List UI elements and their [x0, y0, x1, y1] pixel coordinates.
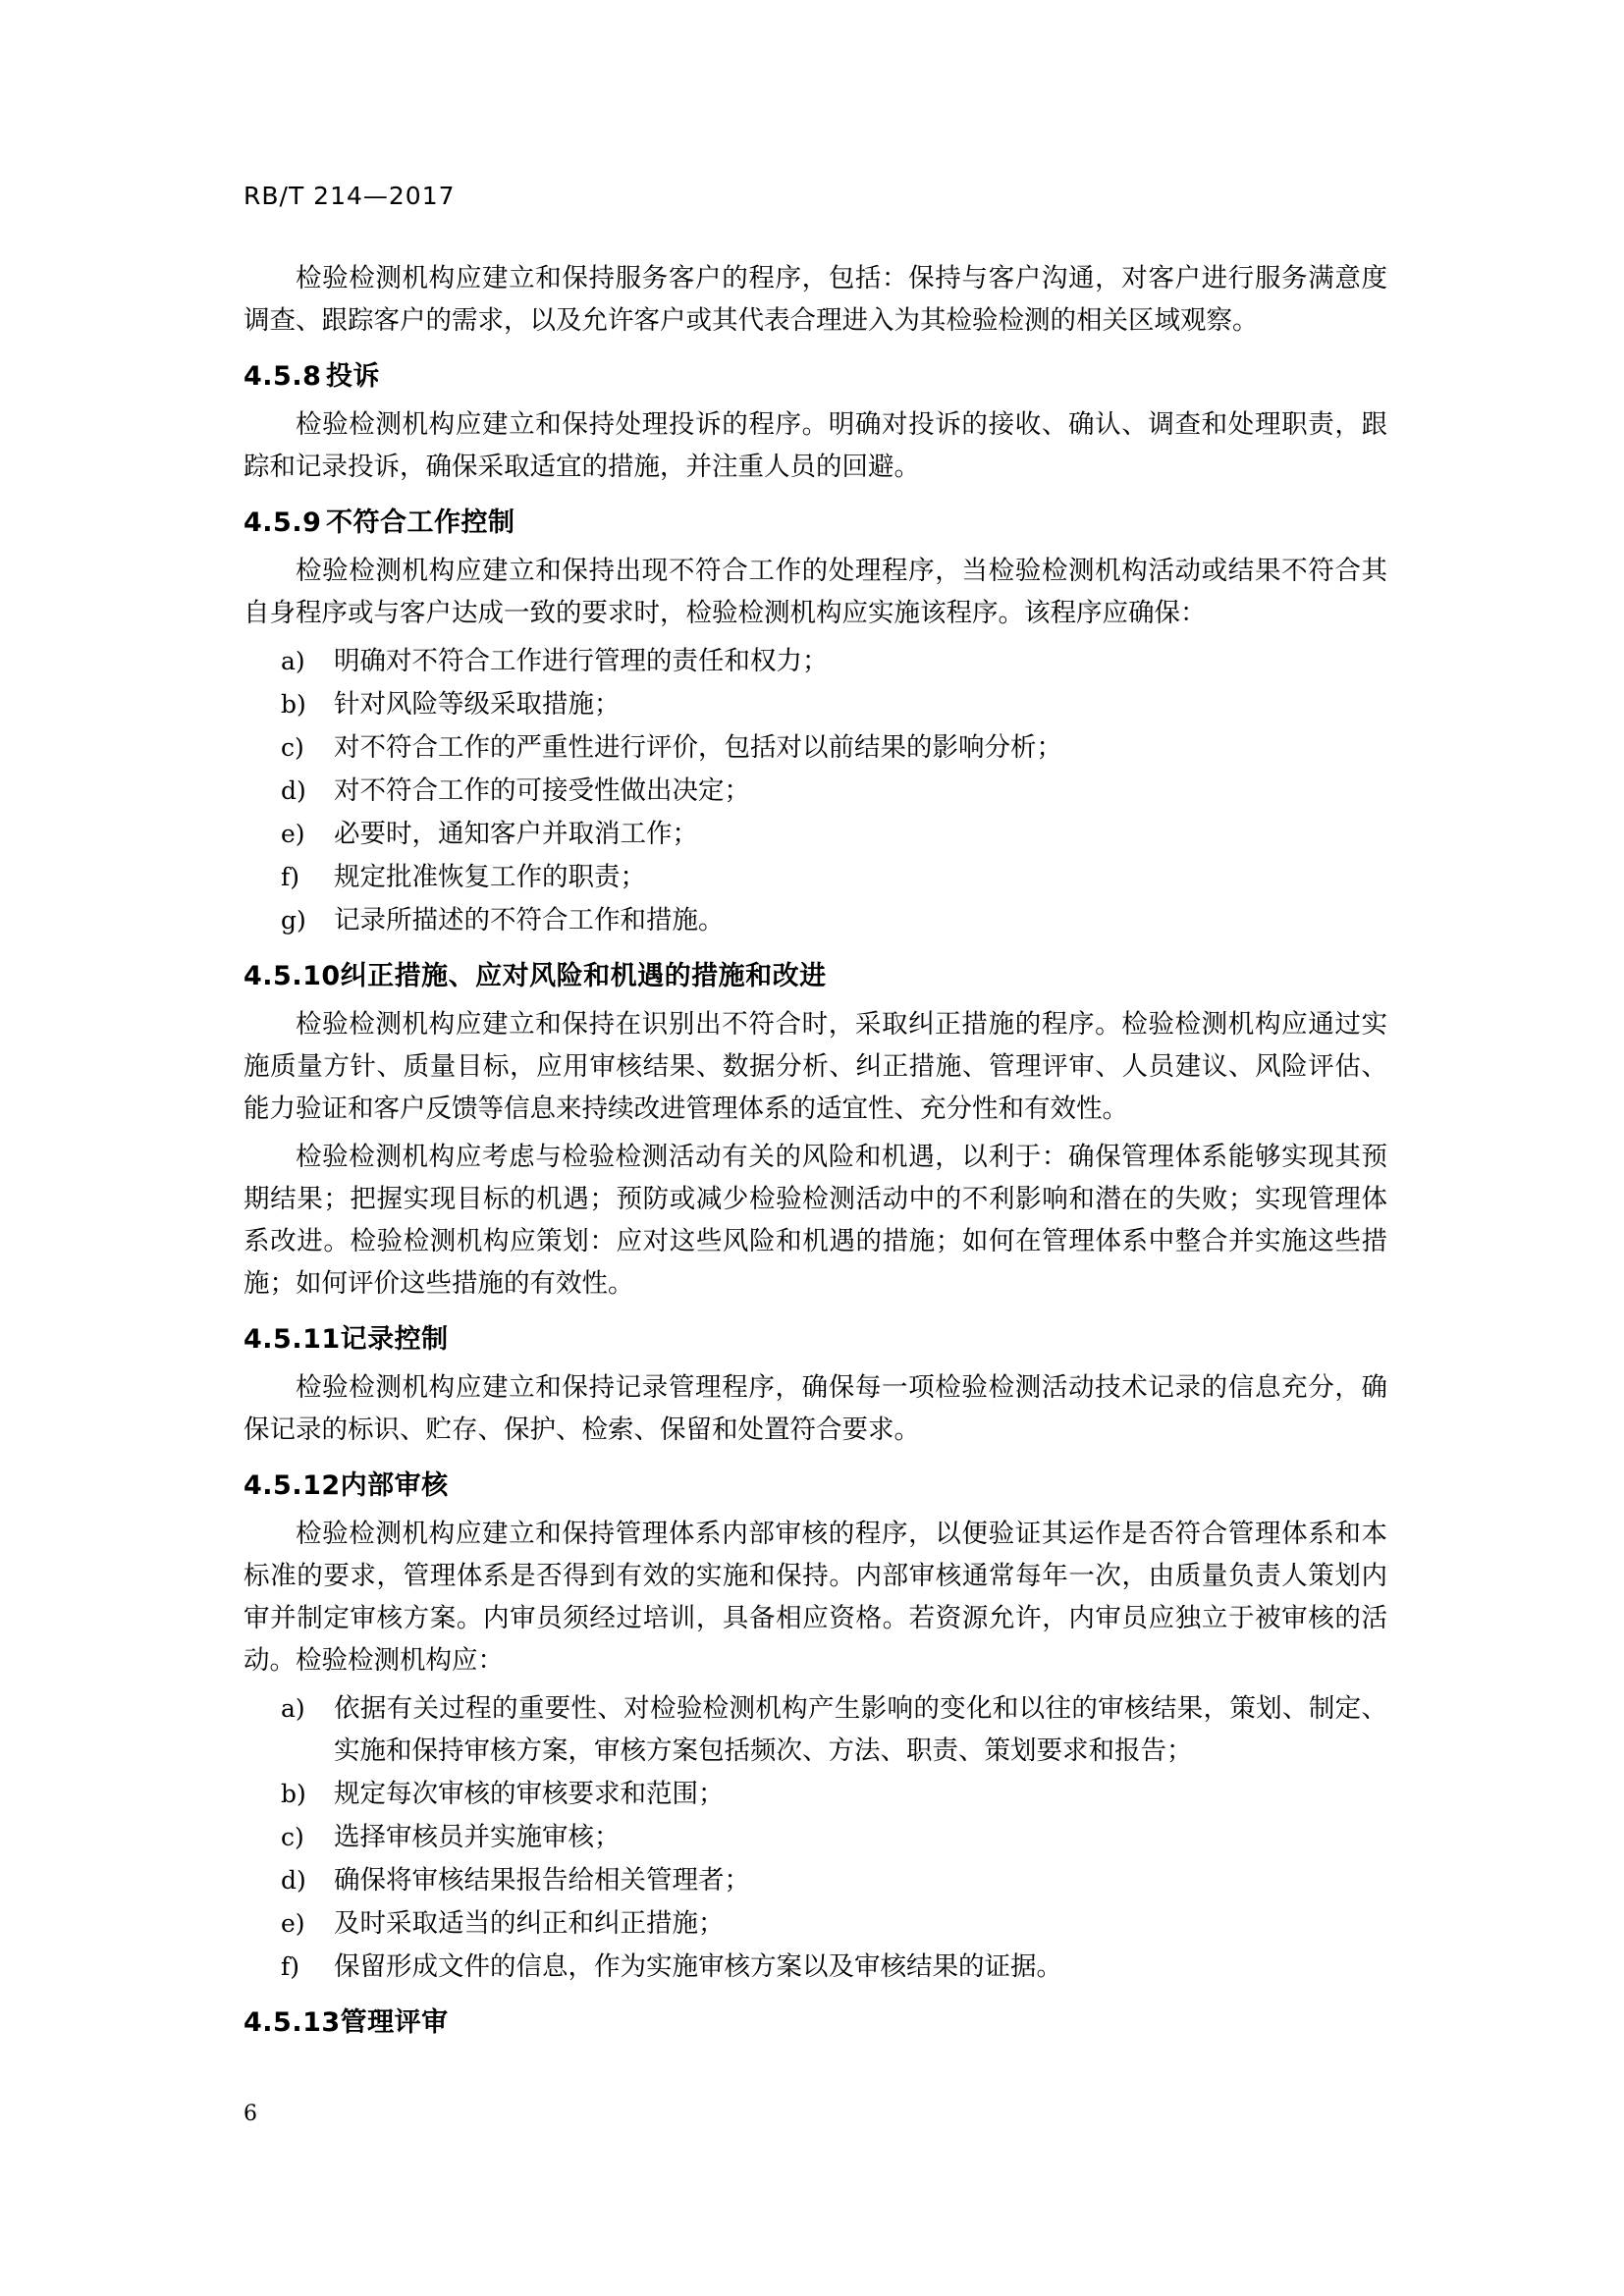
- list-item: [244, 640, 1387, 682]
- paragraph: 检验检测机构应建立和保持服务客户的程序，包括：保持与客户沟通，对客户进行服务满意度调查、跟踪客户的需求，以及允许客户或其代表合理进入为其检验检测的相关区域观察。: [244, 263, 1387, 336]
- list-item-text: 规定每次审核的审核要求和范围；: [334, 1779, 725, 1809]
- section-title: 记录控制: [340, 1324, 449, 1355]
- paragraph: 检验检测机构应考虑与检验检测活动有关的风险和机遇，以利于：确保管理体系能够实现其预期结果；把握实现目标的机遇；预防或减少检验检测活动中的不利影响和潜在的失败；实现管理体系改进。检验检测机构应策划：应对这些风险和机遇的措施；如何在管理体系中整合并实施这些措施；如何评价这些措施的有效性。: [244, 1142, 1387, 1299]
- list-marker: a): [281, 1694, 305, 1723]
- list-item-text: 规定批准恢复工作的职责；: [334, 862, 646, 892]
- section-title: 纠正措施、应对风险和机遇的措施和改进: [340, 961, 827, 991]
- list-item: [244, 1773, 1387, 1815]
- page-content: [244, 182, 1387, 2050]
- list-item: [244, 1859, 1387, 1901]
- section-heading-4-5-10: [244, 955, 1387, 997]
- section-number: 4.5.8: [244, 361, 322, 392]
- section-number: 4.5.13: [244, 2007, 341, 2038]
- list-item-text: 对不符合工作的可接受性做出决定；: [334, 775, 750, 806]
- paragraph: 检验检测机构应建立和保持出现不符合工作的处理程序，当检验检测机构活动或结果不符合其自身程序或与客户达成一致的要求时，检验检测机构应实施该程序。该程序应确保：: [244, 556, 1387, 628]
- section-heading-4-5-11: [244, 1318, 1387, 1361]
- list-marker: e): [281, 1909, 305, 1938]
- list-marker: b): [281, 690, 306, 719]
- list-marker: d): [281, 1866, 306, 1895]
- section-title: 内部审核: [340, 1470, 449, 1501]
- section-title: 投诉: [326, 361, 380, 392]
- section-heading-4-5-9: [244, 502, 1387, 544]
- section-heading-4-5-13: [244, 2002, 1387, 2044]
- section-heading-4-5-12: [244, 1465, 1387, 1507]
- list-item-text: 针对风险等级采取措施；: [334, 689, 621, 720]
- list-marker: f): [281, 863, 300, 891]
- list-item-text: 对不符合工作的严重性进行评价，包括对以前结果的影响分析；: [334, 732, 1062, 763]
- paragraph: 检验检测机构应建立和保持记录管理程序，确保每一项检验检测活动技术记录的信息充分，确保记录的标识、贮存、保护、检索、保留和处置符合要求。: [244, 1372, 1387, 1445]
- ordered-list-4-5-12: [244, 1687, 1387, 1988]
- list-marker: c): [281, 1823, 304, 1851]
- list-item-text: 必要时，通知客户并取消工作；: [334, 819, 698, 849]
- list-marker: g): [281, 906, 306, 934]
- ordered-list-4-5-9: [244, 640, 1387, 941]
- list-item: [244, 683, 1387, 725]
- section-number: 4.5.10: [244, 961, 341, 991]
- list-item-text: 确保将审核结果报告给相关管理者；: [334, 1865, 750, 1896]
- section-number: 4.5.9: [244, 507, 322, 538]
- list-item: [244, 856, 1387, 898]
- section-heading-4-5-8: [244, 355, 1387, 398]
- list-item-text: 记录所描述的不符合工作和措施。: [334, 905, 725, 935]
- list-item-text: 明确对不符合工作进行管理的责任和权力；: [334, 646, 829, 676]
- list-item-text: 选择审核员并实施审核；: [334, 1822, 621, 1852]
- list-marker: e): [281, 820, 305, 848]
- list-item: [244, 1902, 1387, 1945]
- list-item: [244, 1687, 1387, 1772]
- list-item: [244, 1946, 1387, 1988]
- paragraph: 检验检测机构应建立和保持在识别出不符合时，采取纠正措施的程序。检验检测机构应通过实施质量方针、质量目标，应用审核结果、数据分析、纠正措施、管理评审、人员建议、风险评估、能力验证和客户反馈等信息来持续改进管理体系的适宜性、充分性和有效性。: [244, 1009, 1387, 1124]
- page-number: 6: [244, 2102, 257, 2126]
- list-marker: a): [281, 647, 305, 675]
- list-item: [244, 726, 1387, 769]
- list-marker: c): [281, 733, 304, 762]
- list-item: [244, 770, 1387, 812]
- list-marker: d): [281, 776, 306, 805]
- list-marker: b): [281, 1780, 306, 1808]
- paragraph: 检验检测机构应建立和保持处理投诉的程序。明确对投诉的接收、确认、调查和处理职责，跟踪和记录投诉，确保采取适宜的措施，并注重人员的回避。: [244, 409, 1387, 482]
- section-number: 4.5.11: [244, 1324, 341, 1355]
- section-title: 不符合工作控制: [326, 507, 515, 538]
- list-item: [244, 813, 1387, 855]
- list-item-text: 依据有关过程的重要性、对检验检测机构产生影响的变化和以往的审核结果，策划、制定、实施和保持审核方案，审核方案包括频次、方法、职责、策划要求和报告；: [334, 1693, 1387, 1766]
- list-item: [244, 899, 1387, 941]
- section-title: 管理评审: [340, 2007, 449, 2038]
- document-header: RB/T 214—2017: [244, 182, 456, 210]
- list-item: [244, 1816, 1387, 1858]
- paragraph: 检验检测机构应建立和保持管理体系内部审核的程序，以便验证其运作是否符合管理体系和本标准的要求，管理体系是否得到有效的实施和保持。内部审核通常每年一次，由质量负责人策划内审并制定审核方案。内审员须经过培训，具备相应资格。若资源允许，内审员应独立于被审核的活动。检验检测机构应：: [244, 1519, 1387, 1676]
- list-item-text: 及时采取适当的纠正和纠正措施；: [334, 1908, 725, 1939]
- list-item-text: 保留形成文件的信息，作为实施审核方案以及审核结果的证据。: [334, 1951, 1062, 1982]
- list-marker: f): [281, 1952, 300, 1981]
- section-number: 4.5.12: [244, 1470, 341, 1501]
